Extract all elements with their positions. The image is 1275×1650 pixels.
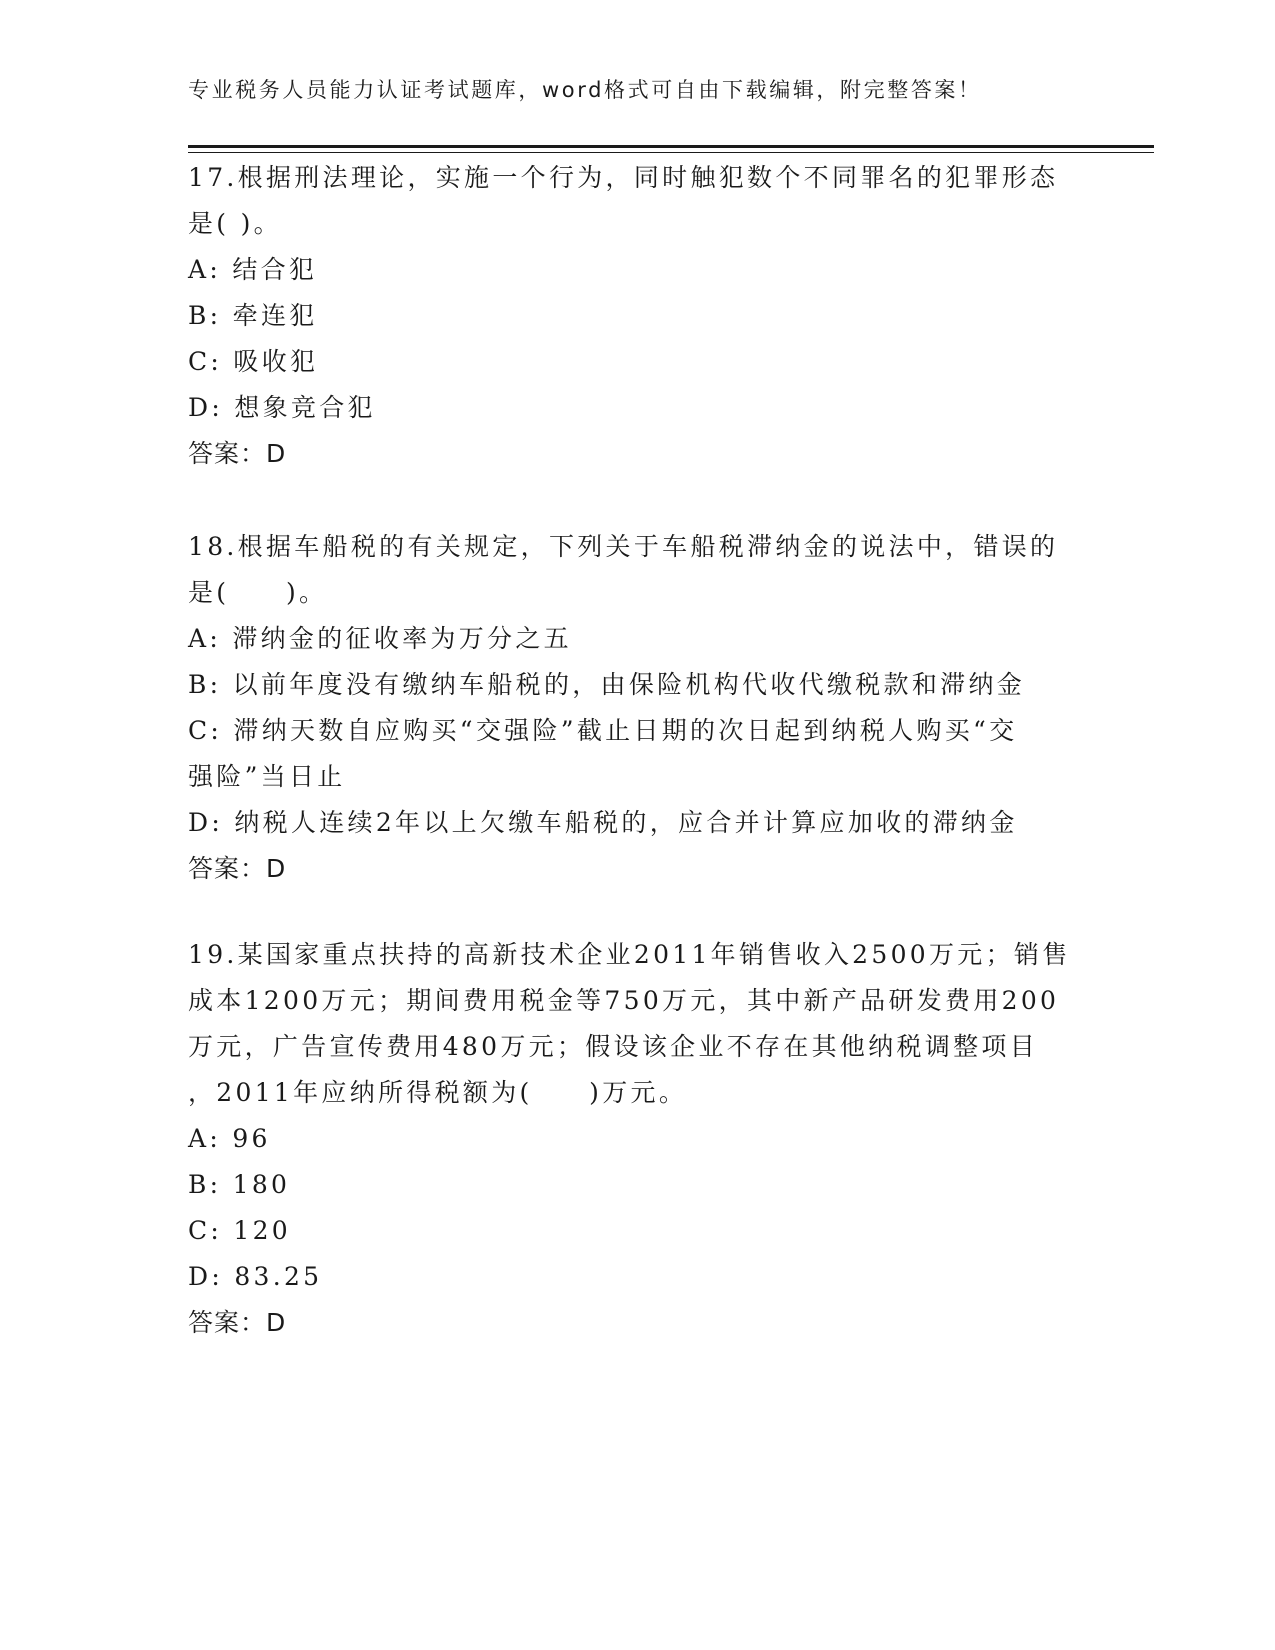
option-b: B: 牵连犯 (188, 301, 318, 330)
question-18 (188, 524, 1088, 892)
answer-line: 答案：D (188, 1308, 287, 1337)
question-stem-line: 19.某国家重点扶持的高新技术企业2011年销售收入2500万元；销售 (188, 940, 1071, 969)
option-b: B: 180 (188, 1170, 291, 1199)
page-header-text: 专业税务人员能力认证考试题库，word格式可自由下载编辑，附完整答案！ (188, 78, 982, 102)
option-a: A: 滞纳金的征收率为万分之五 (188, 624, 572, 653)
option-d: D: 想象竞合犯 (188, 393, 376, 422)
question-stem-line: 是( )。 (188, 578, 328, 607)
option-a: A: 结合犯 (188, 255, 318, 284)
option-d: D: 纳税人连续2年以上欠缴车船税的，应合并计算应加收的滞纳金 (188, 808, 1018, 837)
option-a: A: 96 (188, 1124, 271, 1153)
header-divider-thin (188, 152, 1154, 153)
option-d: D: 83.25 (188, 1262, 323, 1291)
question-19 (188, 932, 1088, 1346)
option-b: B: 以前年度没有缴纳车船税的，由保险机构代收代缴税款和滞纳金 (188, 670, 1026, 699)
question-stem-line: 万元，广告宣传费用480万元；假设该企业不存在其他纳税调整项目 (188, 1032, 1039, 1061)
answer-line: 答案：D (188, 854, 287, 883)
option-c: C: 滞纳天数自应购买“交强险”截止日期的次日起到纳税人购买“交 (188, 716, 1018, 745)
question-stem-line: 17.根据刑法理论，实施一个行为，同时触犯数个不同罪名的犯罪形态 (188, 163, 1059, 192)
option-c: C: 120 (188, 1216, 292, 1245)
question-stem-line: 成本1200万元；期间费用税金等750万元，其中新产品研发费用200 (188, 986, 1060, 1015)
answer-line: 答案：D (188, 439, 287, 468)
question-17 (188, 155, 1088, 477)
question-stem-line: 是( )。 (188, 209, 282, 238)
option-c-continued: 强险”当日止 (188, 762, 346, 791)
header-divider-thick (188, 145, 1154, 148)
option-c: C: 吸收犯 (188, 347, 319, 376)
question-stem-line: ，2011年应纳所得税额为( )万元。 (188, 1078, 688, 1107)
question-stem-line: 18.根据车船税的有关规定，下列关于车船税滞纳金的说法中，错误的 (188, 532, 1059, 561)
